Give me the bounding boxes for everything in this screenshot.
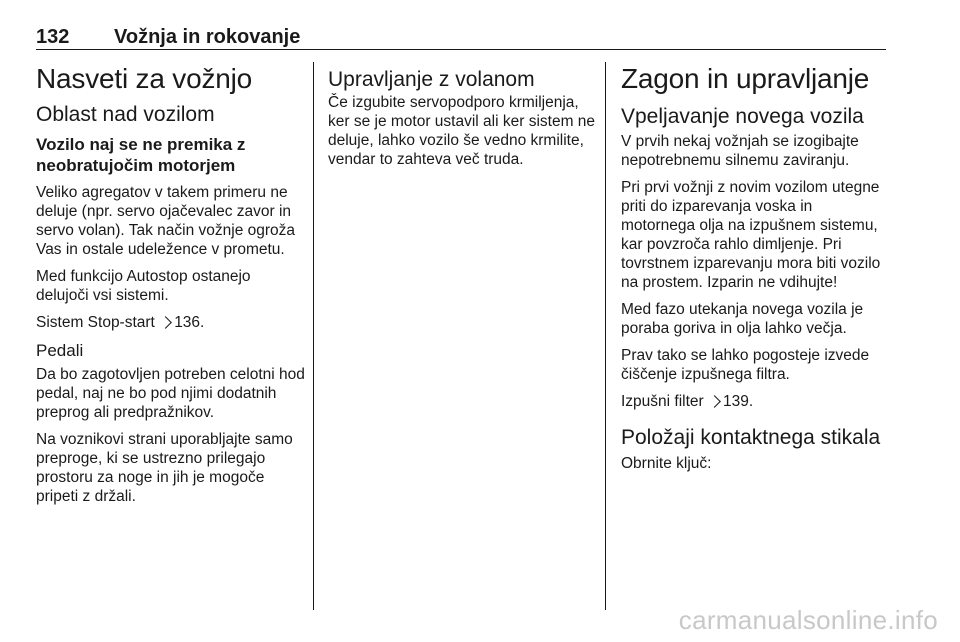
subsection-heading: Vpeljavanje novega vozila bbox=[621, 105, 864, 128]
paragraph: Med funkcijo Autostop ostanejo delujoči vsi sistemi. bbox=[36, 268, 251, 304]
topic-heading: Pedali bbox=[36, 341, 84, 360]
reference-label: Izpušni filter bbox=[621, 393, 704, 410]
reference-page: 136. bbox=[174, 314, 205, 331]
paragraph: Med fazo utekanja novega vozila je poraba goriva in olja lahko večja. bbox=[621, 301, 864, 337]
column-1 bbox=[36, 62, 306, 514]
paragraph: Pri prvi vožnji z novim vozilom utegne priti do izparevanja voska in motornega olja na izpušnem sistemu, kar povzroča rahlo dimljenje. Pri tovrstnem izparevanju mora biti vozilo na prostem. Izparin ne vdihujte! bbox=[621, 179, 881, 291]
page-reference-icon bbox=[159, 316, 172, 329]
reference-page: 139. bbox=[723, 393, 754, 410]
subsection-heading: Upravljanje z volanom bbox=[328, 68, 535, 91]
cross-reference[interactable] bbox=[621, 392, 889, 411]
paragraph: Če izgubite servopodporo krmiljenja, ker se je motor ustavil ali ker sistem ne deluje, lahko vozilo še vedno krmilite, vendar to zahteva več truda. bbox=[328, 94, 596, 168]
column-2 bbox=[328, 62, 598, 177]
paragraph: V prvih nekaj vožnjah se izogibajte nepotrebnemu silnemu zaviranju. bbox=[621, 133, 859, 169]
subsection-heading: Oblast nad vozilom bbox=[36, 103, 215, 126]
page-header bbox=[36, 26, 886, 50]
page-reference-icon bbox=[708, 395, 721, 408]
paragraph: Na voznikovi strani uporabljajte samo preproge, ki se ustrezno prilegajo prostoru za noge in jih je mogoče pripeti z držali. bbox=[36, 431, 293, 505]
paragraph: Veliko agregatov v takem primeru ne deluje (npr. servo ojačevalec zavor in servo volan). Tak način vožnje ogroža Vas in ostale udeležence v prometu. bbox=[36, 184, 296, 258]
topic-heading: Vozilo naj se ne premika z neobratujočim motorjem bbox=[36, 135, 246, 175]
column-divider-1 bbox=[313, 62, 314, 610]
subsection-heading: Položaji kontaktnega stikala bbox=[621, 426, 881, 449]
column-3 bbox=[621, 62, 889, 481]
paragraph: Da bo zagotovljen potreben celotni hod pedal, naj ne bo pod njimi dodatnih preprog ali predpražnikov. bbox=[36, 366, 305, 421]
reference-label: Sistem Stop-start bbox=[36, 314, 155, 331]
section-heading: Nasveti za vožnjo bbox=[36, 63, 253, 94]
header-rule bbox=[36, 49, 886, 50]
section-heading: Zagon in upravljanje bbox=[621, 63, 870, 94]
paragraph: Prav tako se lahko pogosteje izvede čiščenje izpušnega filtra. bbox=[621, 347, 870, 383]
running-title: Vožnja in rokovanje bbox=[114, 26, 301, 48]
column-divider-2 bbox=[605, 62, 606, 610]
page-number: 132 bbox=[36, 26, 70, 48]
cross-reference[interactable] bbox=[36, 313, 306, 332]
watermark: carmanualsonline.info bbox=[678, 605, 938, 635]
paragraph: Obrnite ključ: bbox=[621, 455, 712, 472]
